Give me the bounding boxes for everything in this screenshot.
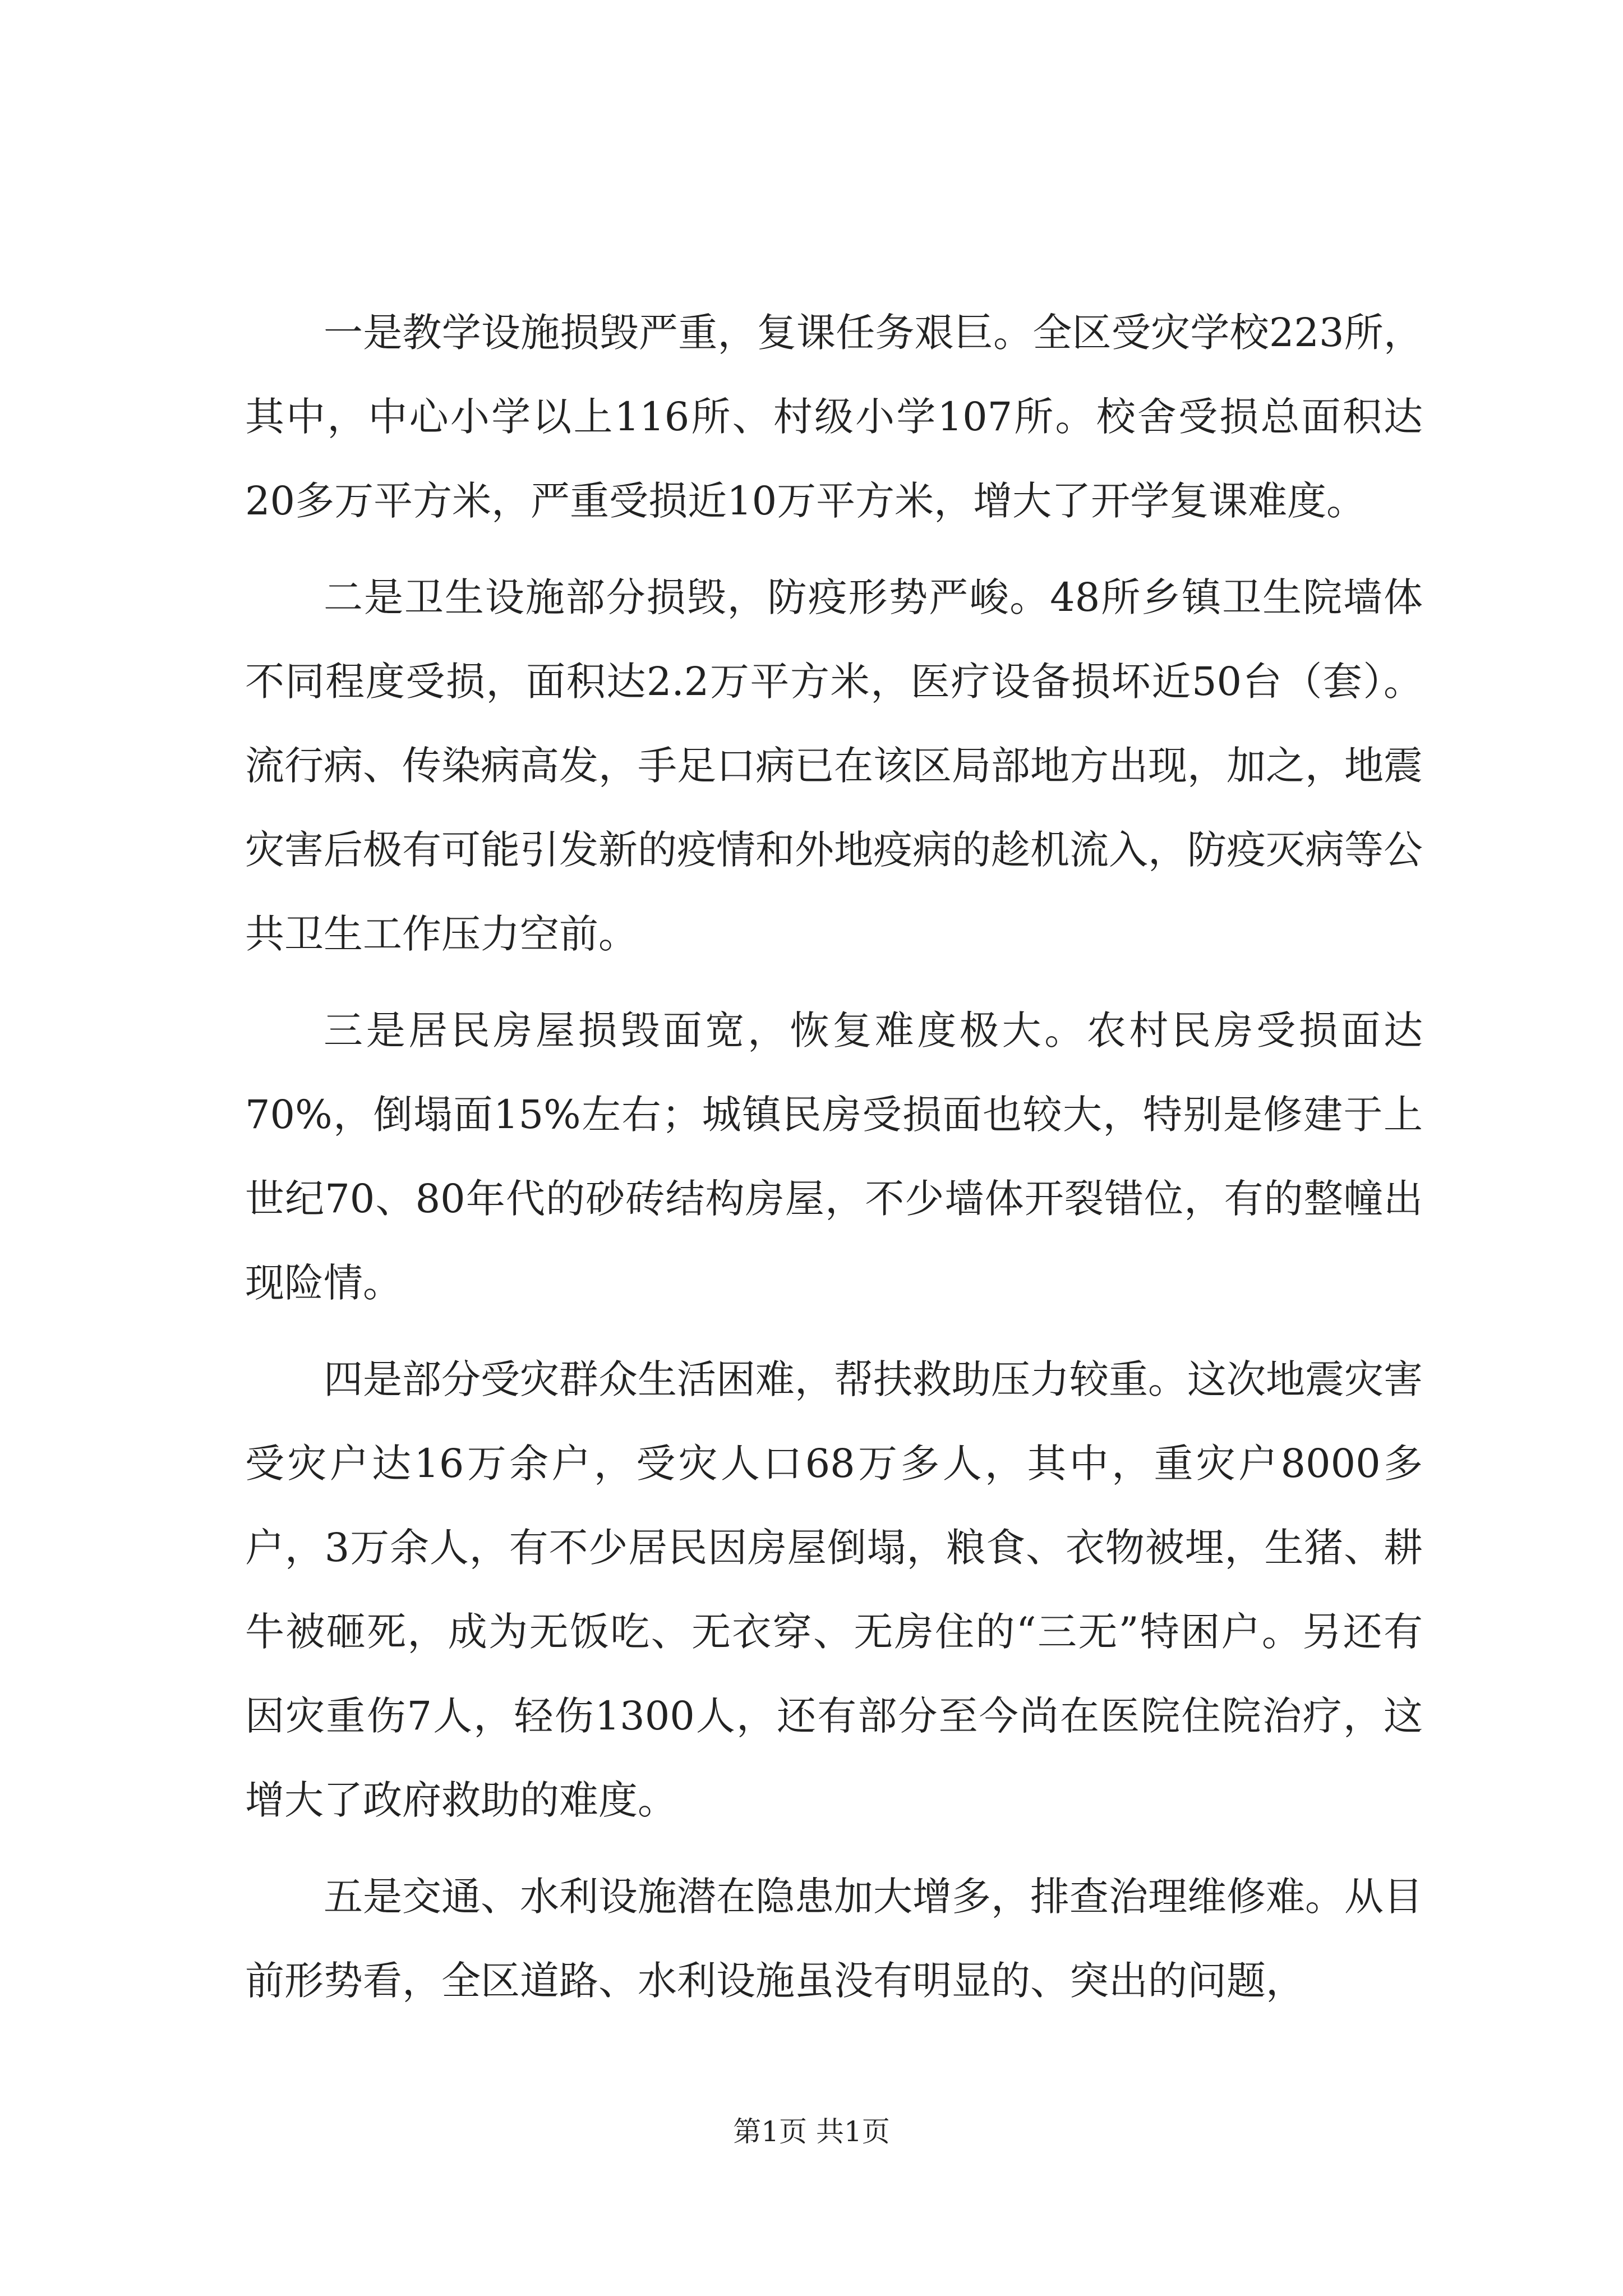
paragraph-5: 五是交通、水利设施潜在隐患加大增多，排查治理维修难。从目前形势看，全区道路、水利设施虽没有明显的、突出的问题， — [245, 1874, 1423, 2004]
document-body — [245, 291, 1423, 2035]
page-footer: 第1页 共1页 — [733, 2115, 890, 2148]
paragraph-1: 一是教学设施损毁严重，复课任务艰巨。全区受灾学校223所，其中，中心小学以上116所、村级小学107所。校舍受损总面积达20多万平方米，严重受损近10万平方米，增大了开学复课难度。 — [245, 310, 1423, 524]
paragraph-4: 四是部分受灾群众生活困难，帮扶救助压力较重。这次地震灾害受灾户达16万余户，受灾人口68万多人，其中，重灾户8000多户，3万余人，有不少居民因房屋倒塌，粮食、衣物被埋，生猪、耕牛被砸死，成为无饭吃、无衣穿、无房住的“三无”特困户。另还有因灾重伤7人，轻伤1300人，还有部分至今尚在医院住院治疗，这增大了政府救助的难度。 — [245, 1356, 1423, 1823]
paragraph-2: 二是卫生设施部分损毁，防疫形势严峻。48所乡镇卫生院墙体不同程度受损，面积达2.2万平方米，医疗设备损坏近50台（套）。流行病、传染病高发，手足口病已在该区局部地方出现，加之，地震灾害后极有可能引发新的疫情和外地疫病的趁机流入，防疫灭病等公共卫生工作压力空前。 — [245, 574, 1423, 957]
paragraph-3: 三是居民房屋损毁面宽，恢复难度极大。农村民房受损面达70%，倒塌面15%左右；城镇民房受损面也较大，特别是修建于上世纪70、80年代的砂砖结构房屋，不少墙体开裂错位，有的整幢出现险情。 — [245, 1007, 1423, 1306]
